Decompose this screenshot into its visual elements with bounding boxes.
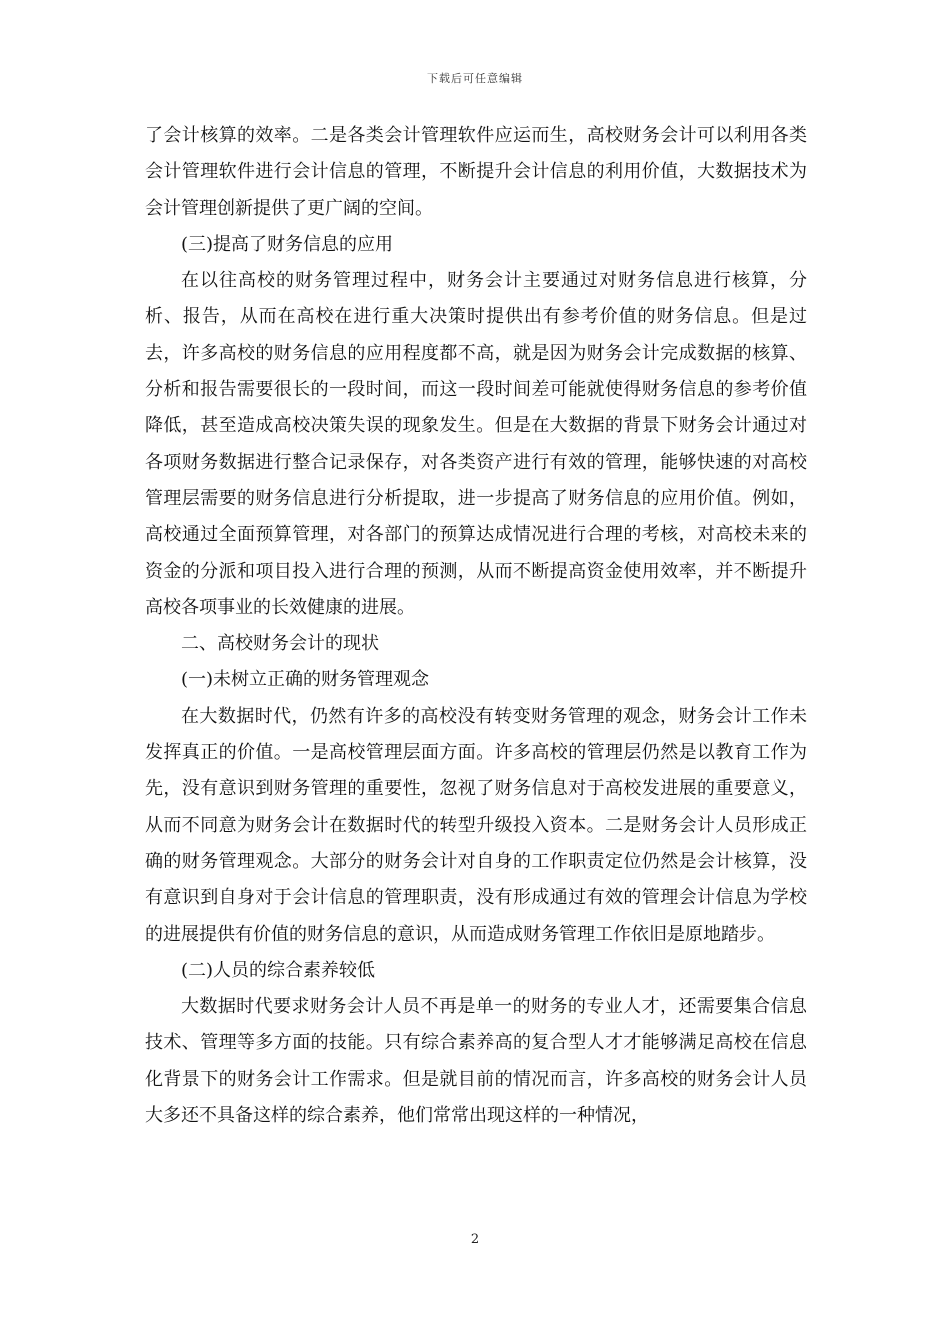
document-body — [145, 118, 807, 1134]
page-number: 2 — [470, 1232, 480, 1247]
paragraph-staff-quality: 大数据时代要求财务会计人员不再是单一的财务的专业人才，还需要集合信息技术、管理等多方面的技能。只有综合素养高的复合型人才才能够满足高校在信息化背景下的财务会计工作需求。但是就目前的情况而言，许多高校的财务会计人员大多还不具备这样的综合素养，他们常常出现这样的一种情况， — [145, 996, 807, 1127]
paragraph-management-concept: 在大数据时代，仍然有许多的高校没有转变财务管理的观念，财务会计工作未发挥真正的价值。一是高校管理层面方面。许多高校的管理层仍然是以教育工作为先，没有意识到财务管理的重要性，忽视了财务信息对于高校发进展的重要意义，从而不同意为财务会计在数据时代的转型升级投入资本。二是财务会计人员形成正确的财务管理观念。大部分的财务会计对自身的工作职责定位仍然是会计核算，没有意识到自身对于会计信息的管理职责，没有形成通过有效的管理会计信息为学校的进展提供有价值的财务信息的意识，从而造成财务管理工作依旧是原地踏步。 — [145, 705, 807, 945]
section-heading-3: (三)提高了财务信息的应用 — [181, 233, 394, 255]
chapter-heading-2: 二、高校财务会计的现状 — [181, 633, 379, 655]
section-heading-1: (一)未树立正确的财务管理观念 — [181, 669, 430, 691]
paragraph-continuation: 了会计核算的效率。二是各类会计管理软件应运而生，高校财务会计可以利用各类会计管理软件进行会计信息的管理，不断提升会计信息的利用价值，大数据技术为会计管理创新提供了更广阔的空间。 — [145, 125, 807, 219]
section-heading-2: (二)人员的综合素养较低 — [181, 959, 376, 981]
paragraph-financial-info: 在以往高校的财务管理过程中，财务会计主要通过对财务信息进行核算，分析、报告，从而在高校在进行重大决策时提供出有参考价值的财务信息。但是过去，许多高校的财务信息的应用程度都不高，就是因为财务会计完成数据的核算、分析和报告需要很长的一段时间，而这一段时间差可能就使得财务信息的参考价值降低，甚至造成高校决策失误的现象发生。但是在大数据的背景下财务会计通过对各项财务数据进行整合记录保存，对各类资产进行有效的管理，能够快速的对高校管理层需要的财务信息进行分析提取，进一步提高了财务信息的应用价值。例如，高校通过全面预算管理，对各部门的预算达成情况进行合理的考核，对高校未来的资金的分派和项目投入进行合理的预测，从而不断提高资金使用效率，并不断提升高校各项事业的长效健康的进展。 — [145, 270, 807, 618]
page-header: 下载后可任意编辑 — [427, 72, 523, 85]
